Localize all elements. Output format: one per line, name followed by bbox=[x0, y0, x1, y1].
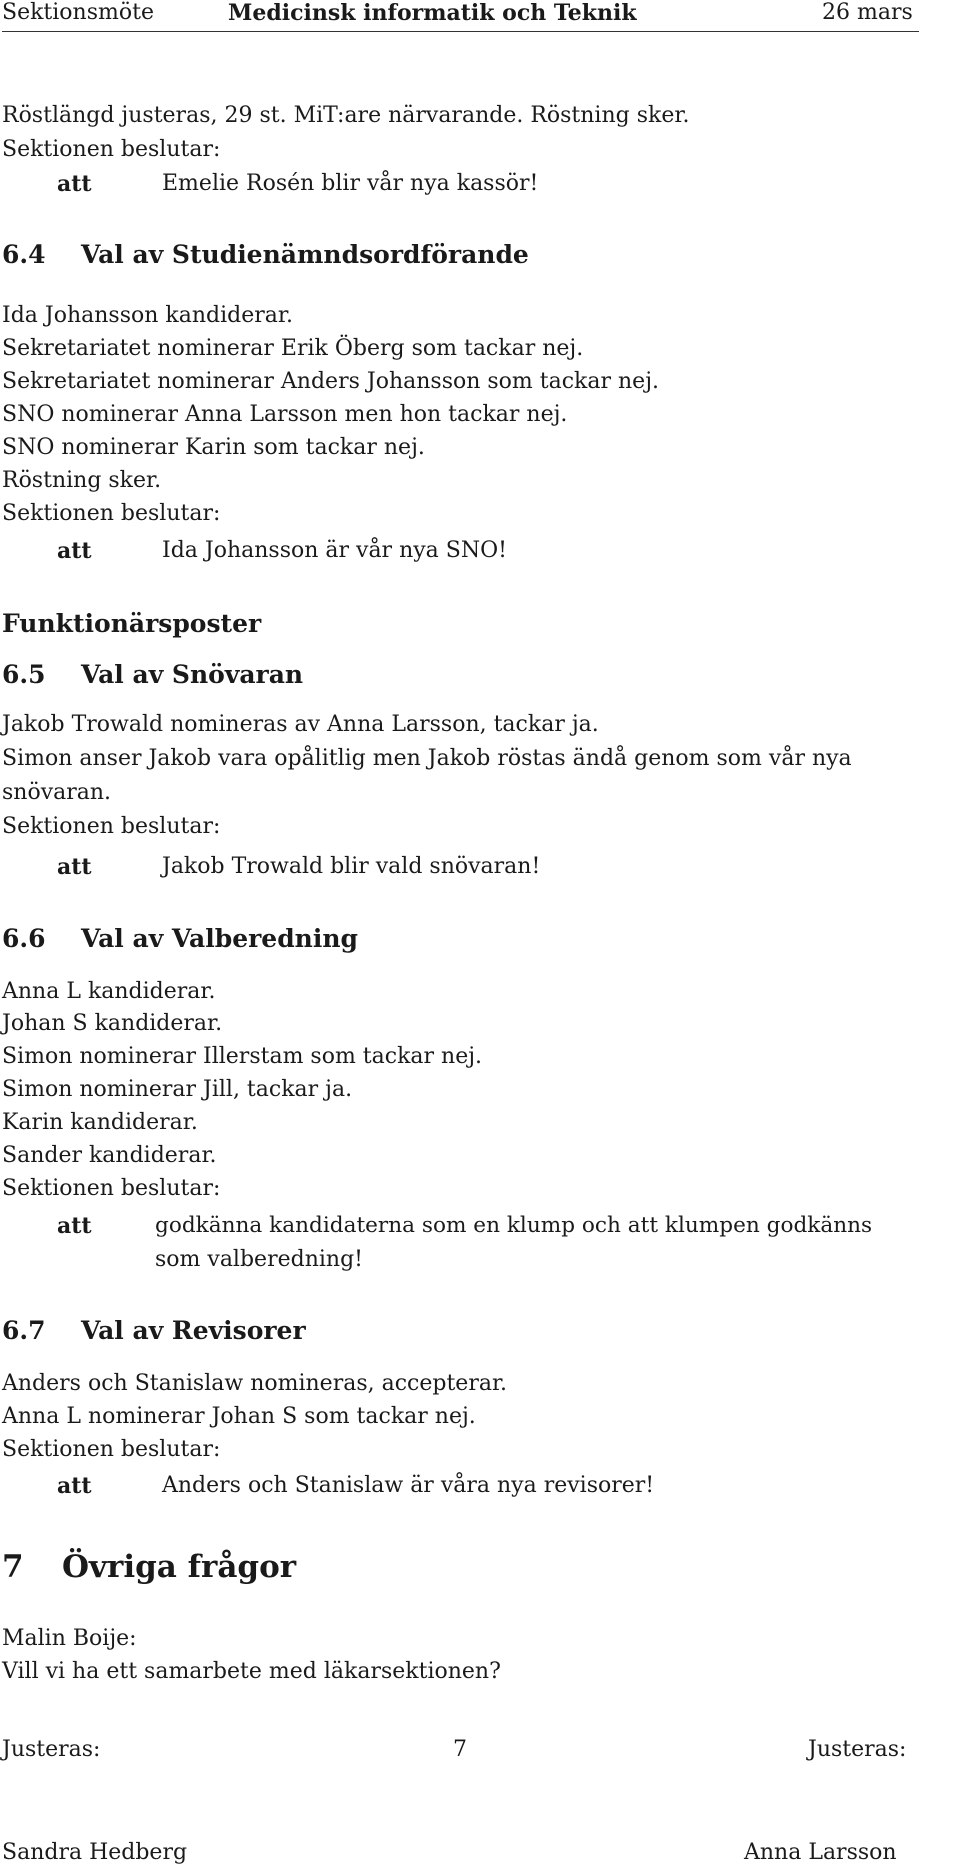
section-6-6-decision-line-2: som valberedning! bbox=[155, 1247, 363, 1272]
section-6-7-number: 6.7 bbox=[2, 1316, 46, 1345]
section-6-4-att: att bbox=[57, 538, 92, 564]
section-6-6-line: Sander kandiderar. bbox=[2, 1143, 217, 1168]
section-6-5-line: Jakob Trowald nomineras av Anna Larsson, tackar ja. bbox=[2, 712, 599, 737]
section-6-6-line: Johan S kandiderar. bbox=[2, 1011, 223, 1036]
footer-left-name: Sandra Hedberg bbox=[2, 1840, 188, 1865]
header-center: Medicinsk informatik och Teknik bbox=[228, 0, 637, 26]
section-6-4-line: SNO nominerar Karin som tackar nej. bbox=[2, 435, 425, 460]
section-6-4-line: SNO nominerar Anna Larsson men hon tackar nej. bbox=[2, 402, 568, 427]
section-7-line: Malin Boije: bbox=[2, 1626, 137, 1651]
section-6-5-line: snövaran. bbox=[2, 780, 112, 805]
section-6-4-decision: Ida Johansson är vår nya SNO! bbox=[162, 538, 507, 563]
funktionarsposter-heading: Funktionärsposter bbox=[2, 609, 262, 638]
section-6-4-line: Sektionen beslutar: bbox=[2, 501, 221, 526]
section-6-7-decision: Anders och Stanislaw är våra nya revisorer! bbox=[162, 1473, 655, 1498]
section-6-5-att: att bbox=[57, 854, 92, 880]
section-6-7-line: Sektionen beslutar: bbox=[2, 1437, 221, 1462]
intro-decision: Emelie Rosén blir vår nya kassör! bbox=[162, 171, 539, 196]
section-6-6-line: Simon nominerar Jill, tackar ja. bbox=[2, 1077, 353, 1102]
intro-decision-label: Sektionen beslutar: bbox=[2, 137, 221, 162]
header-right: 26 mars bbox=[822, 0, 913, 25]
intro-line: Röstlängd justeras, 29 st. MiT:are närvarande. Röstning sker. bbox=[2, 103, 690, 128]
section-6-6-line: Sektionen beslutar: bbox=[2, 1176, 221, 1201]
section-7-number: 7 bbox=[2, 1549, 24, 1585]
section-6-7-line: Anders och Stanislaw nomineras, accepterar. bbox=[2, 1371, 508, 1396]
footer-page-number: 7 bbox=[453, 1737, 467, 1762]
footer-right-label: Justeras: bbox=[808, 1737, 907, 1762]
header-left: Sektionsmöte bbox=[2, 0, 154, 25]
section-6-6-att: att bbox=[57, 1213, 92, 1239]
header-rule bbox=[2, 31, 919, 32]
section-6-4-line: Sekretariatet nominerar Erik Öberg som tackar nej. bbox=[2, 336, 584, 361]
footer-right-name: Anna Larsson bbox=[744, 1840, 897, 1865]
section-6-5-line: Sektionen beslutar: bbox=[2, 814, 221, 839]
section-6-6-title: Val av Valberedning bbox=[81, 924, 359, 953]
section-6-7-line: Anna L nominerar Johan S som tackar nej. bbox=[2, 1404, 476, 1429]
section-6-4-number: 6.4 bbox=[2, 240, 46, 269]
section-6-4-title: Val av Studienämndsordförande bbox=[81, 240, 529, 269]
section-6-4-line: Sekretariatet nominerar Anders Johansson som tackar nej. bbox=[2, 369, 660, 394]
section-6-6-line: Simon nominerar Illerstam som tackar nej. bbox=[2, 1044, 483, 1069]
section-6-6-line: Karin kandiderar. bbox=[2, 1110, 198, 1135]
section-6-7-att: att bbox=[57, 1473, 92, 1499]
section-6-5-decision: Jakob Trowald blir vald snövaran! bbox=[162, 854, 541, 879]
section-6-7-title: Val av Revisorer bbox=[81, 1316, 306, 1345]
footer-left-label: Justeras: bbox=[2, 1737, 101, 1762]
section-6-5-number: 6.5 bbox=[2, 660, 46, 689]
section-6-6-decision-line-1: godkänna kandidaterna som en klump och att klumpen godkänns bbox=[155, 1213, 873, 1238]
section-7-line: Vill vi ha ett samarbete med läkarsektionen? bbox=[2, 1659, 501, 1684]
section-6-5-title: Val av Snövaran bbox=[81, 660, 304, 689]
section-6-4-line: Ida Johansson kandiderar. bbox=[2, 303, 293, 328]
section-6-5-line: Simon anser Jakob vara opålitlig men Jakob röstas ändå genom som vår nya bbox=[2, 746, 852, 771]
section-7-title: Övriga frågor bbox=[62, 1549, 297, 1585]
section-6-4-line: Röstning sker. bbox=[2, 468, 162, 493]
section-6-6-number: 6.6 bbox=[2, 924, 46, 953]
intro-att: att bbox=[57, 171, 92, 197]
section-6-6-line: Anna L kandiderar. bbox=[2, 979, 216, 1004]
